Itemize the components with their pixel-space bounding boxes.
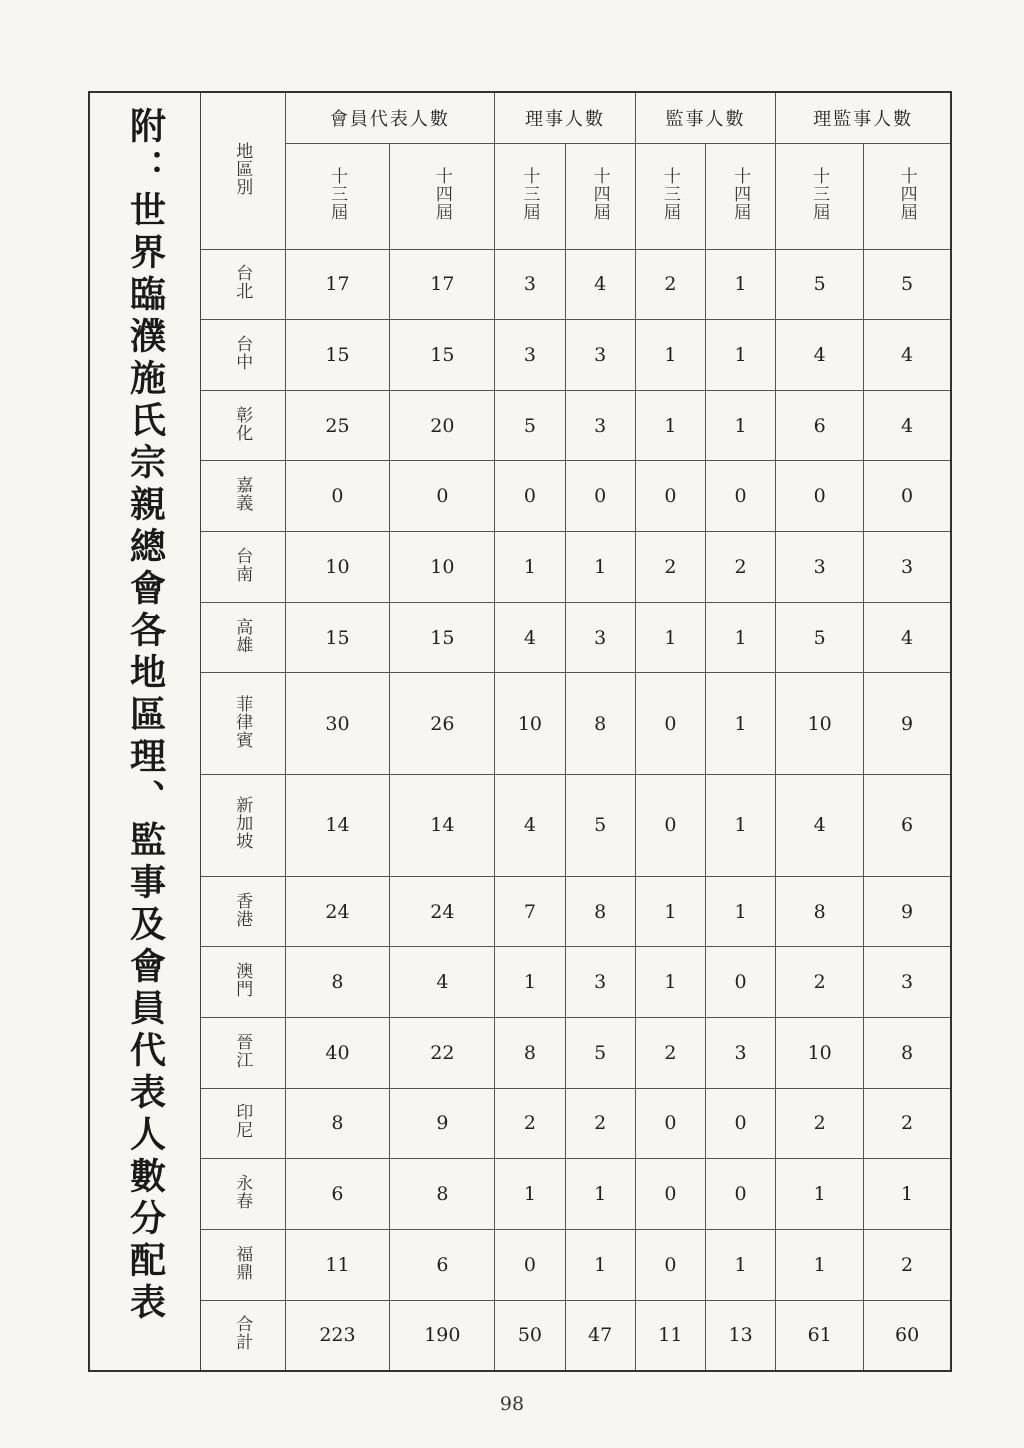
table-row [201, 947, 950, 1018]
table-row [201, 390, 950, 461]
table-row [201, 461, 950, 532]
term-header: 十四屆 [431, 167, 452, 221]
term-header-cell [285, 143, 390, 249]
value-cell: 25 [285, 390, 390, 461]
value-cell: 10 [285, 532, 390, 603]
term-header: 十三屆 [659, 167, 680, 221]
value-cell: 223 [285, 1300, 390, 1370]
value-cell: 3 [565, 602, 635, 673]
table-row [201, 249, 950, 320]
region-cell [201, 673, 285, 775]
term-header: 十四屆 [589, 167, 610, 221]
table-body [201, 249, 950, 1370]
region-name: 晉江 [232, 1032, 253, 1069]
value-cell: 1 [565, 532, 635, 603]
value-cell: 0 [495, 1229, 565, 1300]
value-cell: 4 [864, 390, 950, 461]
value-cell: 10 [776, 673, 864, 775]
group-header-directors: 理事人數 [495, 93, 635, 143]
value-cell: 47 [565, 1300, 635, 1370]
value-cell: 15 [285, 320, 390, 391]
value-cell: 0 [390, 461, 495, 532]
page-title: 附：世界臨濮施氏宗親總會各地區理、監事及會員代表人數分配表 [124, 107, 166, 1325]
value-cell: 8 [776, 876, 864, 947]
value-cell: 11 [635, 1300, 705, 1370]
value-cell: 8 [390, 1159, 495, 1230]
value-cell: 1 [635, 602, 705, 673]
region-cell [201, 1017, 285, 1088]
value-cell: 1 [864, 1159, 950, 1230]
region-name: 澳門 [232, 962, 253, 999]
value-cell: 60 [864, 1300, 950, 1370]
term-header-cell [635, 143, 705, 249]
value-cell: 14 [390, 775, 495, 877]
term-header-cell [776, 143, 864, 249]
value-cell: 0 [864, 461, 950, 532]
value-cell: 1 [635, 876, 705, 947]
term-header-row [201, 143, 950, 249]
value-cell: 8 [495, 1017, 565, 1088]
value-cell: 2 [635, 249, 705, 320]
value-cell: 5 [565, 775, 635, 877]
value-cell: 26 [390, 673, 495, 775]
table-row [201, 1229, 950, 1300]
value-cell: 1 [495, 1159, 565, 1230]
value-cell: 8 [285, 947, 390, 1018]
value-cell: 2 [864, 1229, 950, 1300]
value-cell: 6 [864, 775, 950, 877]
value-cell: 2 [776, 947, 864, 1018]
value-cell: 1 [705, 320, 775, 391]
table-row [201, 673, 950, 775]
value-cell: 0 [705, 1088, 775, 1159]
value-cell: 1 [635, 947, 705, 1018]
term-header: 十三屆 [809, 167, 830, 221]
value-cell: 1 [565, 1229, 635, 1300]
region-cell [201, 461, 285, 532]
group-header-total: 理監事人數 [776, 93, 950, 143]
page-number: 98 [499, 1393, 525, 1415]
value-cell: 0 [635, 461, 705, 532]
value-cell: 2 [495, 1088, 565, 1159]
value-cell: 0 [565, 461, 635, 532]
region-name: 台中 [232, 334, 253, 371]
term-header-cell [495, 143, 565, 249]
term-header: 十三屆 [326, 167, 347, 221]
value-cell: 6 [776, 390, 864, 461]
term-header: 十四屆 [896, 167, 917, 221]
value-cell: 1 [635, 390, 705, 461]
region-cell [201, 390, 285, 461]
value-cell: 1 [776, 1159, 864, 1230]
table-row [201, 1088, 950, 1159]
value-cell: 4 [776, 775, 864, 877]
value-cell: 8 [565, 673, 635, 775]
value-cell: 2 [635, 1017, 705, 1088]
value-cell: 5 [864, 249, 950, 320]
region-cell [201, 1300, 285, 1370]
region-name: 菲律賓 [232, 694, 253, 749]
value-cell: 1 [705, 775, 775, 877]
value-cell: 1 [705, 249, 775, 320]
table-row [201, 1159, 950, 1230]
value-cell: 3 [864, 532, 950, 603]
term-header-cell [864, 143, 950, 249]
value-cell: 11 [285, 1229, 390, 1300]
table-row [201, 775, 950, 877]
region-name: 香港 [232, 891, 253, 928]
value-cell: 15 [285, 602, 390, 673]
value-cell: 24 [285, 876, 390, 947]
value-cell: 50 [495, 1300, 565, 1370]
value-cell: 8 [565, 876, 635, 947]
value-cell: 5 [495, 390, 565, 461]
table-frame [88, 91, 952, 1372]
table-row [201, 1017, 950, 1088]
value-cell: 10 [390, 532, 495, 603]
value-cell: 5 [565, 1017, 635, 1088]
region-header: 地區別 [232, 141, 253, 196]
region-name: 台南 [232, 546, 253, 583]
value-cell: 4 [864, 320, 950, 391]
value-cell: 14 [285, 775, 390, 877]
value-cell: 1 [705, 673, 775, 775]
value-cell: 6 [390, 1229, 495, 1300]
region-cell [201, 320, 285, 391]
value-cell: 9 [390, 1088, 495, 1159]
value-cell: 40 [285, 1017, 390, 1088]
value-cell: 3 [495, 249, 565, 320]
value-cell: 0 [285, 461, 390, 532]
value-cell: 2 [635, 532, 705, 603]
value-cell: 10 [495, 673, 565, 775]
value-cell: 0 [635, 1088, 705, 1159]
value-cell: 17 [390, 249, 495, 320]
region-name: 台北 [232, 264, 253, 301]
value-cell: 4 [864, 602, 950, 673]
value-cell: 15 [390, 602, 495, 673]
table-row [201, 532, 950, 603]
value-cell: 1 [635, 320, 705, 391]
allocation-table [201, 93, 950, 1370]
table-row [201, 602, 950, 673]
region-cell [201, 947, 285, 1018]
region-cell [201, 876, 285, 947]
value-cell: 2 [776, 1088, 864, 1159]
region-name: 嘉義 [232, 476, 253, 513]
value-cell: 10 [776, 1017, 864, 1088]
value-cell: 61 [776, 1300, 864, 1370]
value-cell: 3 [495, 320, 565, 391]
value-cell: 1 [705, 390, 775, 461]
value-cell: 7 [495, 876, 565, 947]
region-name: 彰化 [232, 405, 253, 442]
table-row [201, 876, 950, 947]
value-cell: 22 [390, 1017, 495, 1088]
value-cell: 4 [495, 775, 565, 877]
value-cell: 2 [565, 1088, 635, 1159]
term-header: 十三屆 [519, 167, 540, 221]
value-cell: 0 [635, 1229, 705, 1300]
value-cell: 9 [864, 673, 950, 775]
value-cell: 20 [390, 390, 495, 461]
value-cell: 1 [776, 1229, 864, 1300]
region-cell [201, 775, 285, 877]
value-cell: 15 [390, 320, 495, 391]
value-cell: 0 [705, 947, 775, 1018]
group-header-row [201, 93, 950, 143]
region-cell [201, 1229, 285, 1300]
value-cell: 0 [776, 461, 864, 532]
value-cell: 2 [864, 1088, 950, 1159]
value-cell: 0 [495, 461, 565, 532]
region-cell [201, 532, 285, 603]
value-cell: 17 [285, 249, 390, 320]
value-cell: 4 [776, 320, 864, 391]
region-name: 高雄 [232, 617, 253, 654]
value-cell: 3 [565, 947, 635, 1018]
title-column [90, 93, 201, 1370]
table-row [201, 1300, 950, 1370]
value-cell: 1 [705, 602, 775, 673]
region-name: 新加坡 [232, 796, 253, 851]
value-cell: 24 [390, 876, 495, 947]
value-cell: 9 [864, 876, 950, 947]
term-header: 十四屆 [730, 167, 751, 221]
value-cell: 8 [285, 1088, 390, 1159]
region-name: 印尼 [232, 1103, 253, 1140]
value-cell: 3 [565, 320, 635, 391]
value-cell: 13 [705, 1300, 775, 1370]
value-cell: 2 [705, 532, 775, 603]
term-header-cell [705, 143, 775, 249]
value-cell: 4 [565, 249, 635, 320]
value-cell: 1 [565, 1159, 635, 1230]
value-cell: 1 [495, 947, 565, 1018]
value-cell: 0 [635, 673, 705, 775]
value-cell: 0 [635, 1159, 705, 1230]
value-cell: 3 [864, 947, 950, 1018]
table-row [201, 320, 950, 391]
value-cell: 1 [705, 1229, 775, 1300]
value-cell: 8 [864, 1017, 950, 1088]
group-header-members: 會員代表人數 [285, 93, 495, 143]
term-header-cell [390, 143, 495, 249]
value-cell: 190 [390, 1300, 495, 1370]
region-name: 福鼎 [232, 1244, 253, 1281]
region-header-cell [201, 93, 285, 249]
value-cell: 0 [705, 1159, 775, 1230]
region-cell [201, 1159, 285, 1230]
term-header-cell [565, 143, 635, 249]
value-cell: 4 [390, 947, 495, 1018]
value-cell: 3 [705, 1017, 775, 1088]
value-cell: 5 [776, 249, 864, 320]
value-cell: 3 [776, 532, 864, 603]
value-cell: 6 [285, 1159, 390, 1230]
value-cell: 0 [635, 775, 705, 877]
value-cell: 1 [705, 876, 775, 947]
value-cell: 5 [776, 602, 864, 673]
value-cell: 0 [705, 461, 775, 532]
value-cell: 3 [565, 390, 635, 461]
region-name: 永春 [232, 1174, 253, 1211]
region-cell [201, 1088, 285, 1159]
region-cell [201, 602, 285, 673]
region-cell [201, 249, 285, 320]
value-cell: 30 [285, 673, 390, 775]
region-name: 合計 [232, 1315, 253, 1352]
group-header-supervisors: 監事人數 [635, 93, 775, 143]
value-cell: 1 [495, 532, 565, 603]
value-cell: 4 [495, 602, 565, 673]
